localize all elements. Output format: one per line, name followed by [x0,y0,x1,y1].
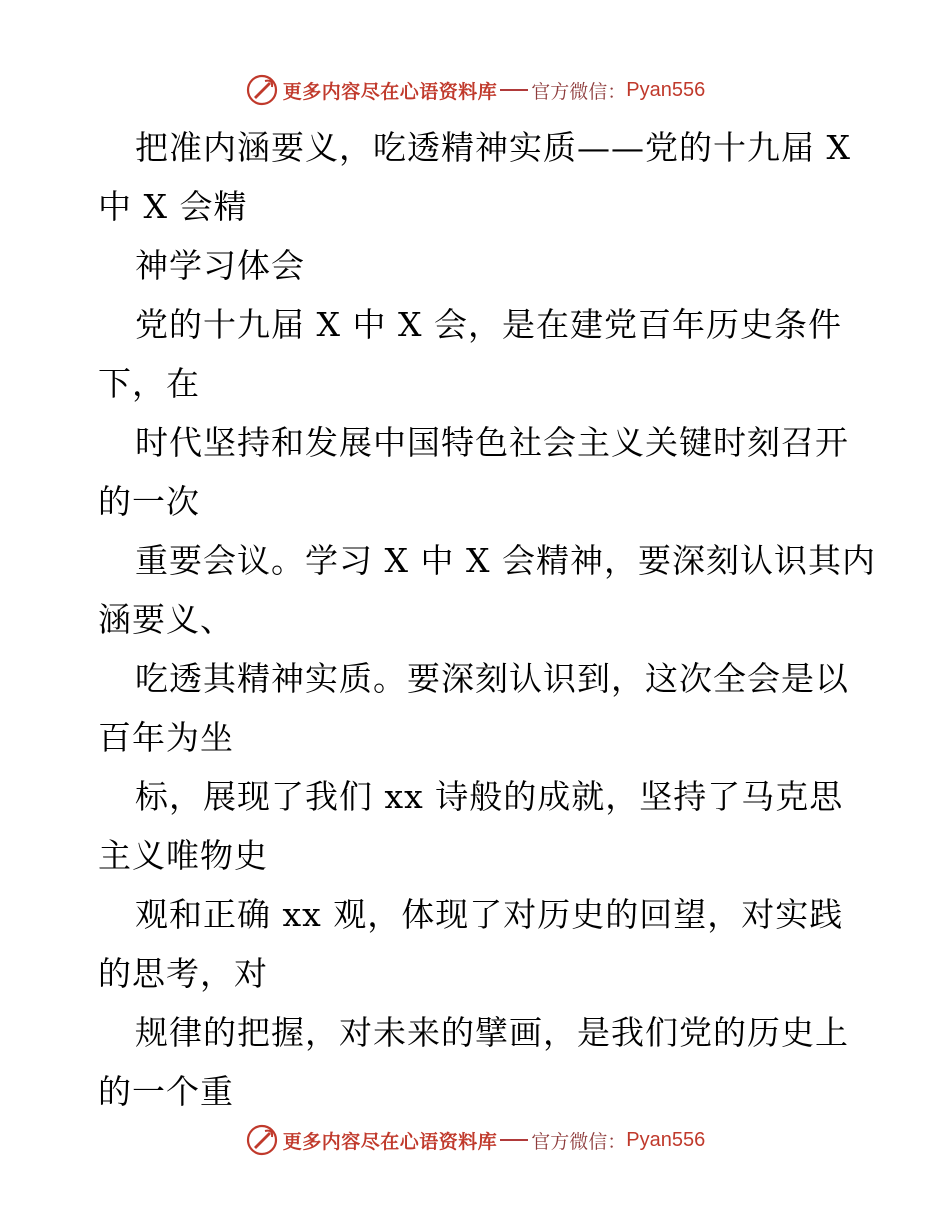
banner-wechat-label: 官方微信： [531,1130,627,1153]
paragraph-line: 百年为坐 [98,718,234,757]
footer-watermark-banner [0,1120,950,1160]
paragraph-line: 的一次 [98,482,200,521]
banner-wechat-id: Pyan556 [626,1128,706,1151]
title-line-3: 神学习体会 [135,246,305,285]
title-line-1: 把准内涵要义，吃透精神实质——党的十九届 X [135,128,851,167]
paragraph-line: 重要会议。学习 X 中 X 会精神，要深刻认识其内 [135,541,876,580]
paragraph-line: 下，在 [98,364,200,403]
banner-dash-separator [500,89,528,91]
paragraph-line: 观和正确 xx 观，体现了对历史的回望，对实践 [135,895,844,934]
paragraph-line: 主义唯物史 [98,836,268,875]
paragraph-line: 党的十九届 X 中 X 会，是在建党百年历史条件 [135,305,842,344]
banner-site-text: 更多内容尽在心语资料库 [282,80,498,103]
banner-site-text: 更多内容尽在心语资料库 [282,1130,498,1153]
document-body [98,118,876,1121]
paragraph-line: 规律的把握，对未来的擘画，是我们党的历史上 [135,1013,849,1052]
paragraph-line: 的一个重 [98,1072,234,1111]
title-line-2: 中 X 会精 [98,187,248,226]
paragraph-line: 涵要义、 [98,600,234,639]
paragraph-line: 时代坚持和发展中国特色社会主义关键时刻召开 [135,423,849,462]
banner-wechat-id: Pyan556 [626,78,706,101]
paragraph-line: 吃透其精神实质。要深刻认识到，这次全会是以 [135,659,849,698]
paragraph-line: 标，展现了我们 xx 诗般的成就，坚持了马克思 [135,777,844,816]
banner-wechat-label: 官方微信： [531,80,627,103]
banner-dash-separator [500,1139,528,1141]
paragraph-line: 的思考，对 [98,954,268,993]
quill-logo-icon [245,1123,279,1157]
quill-logo-icon [245,73,279,107]
header-watermark-banner [0,70,950,110]
